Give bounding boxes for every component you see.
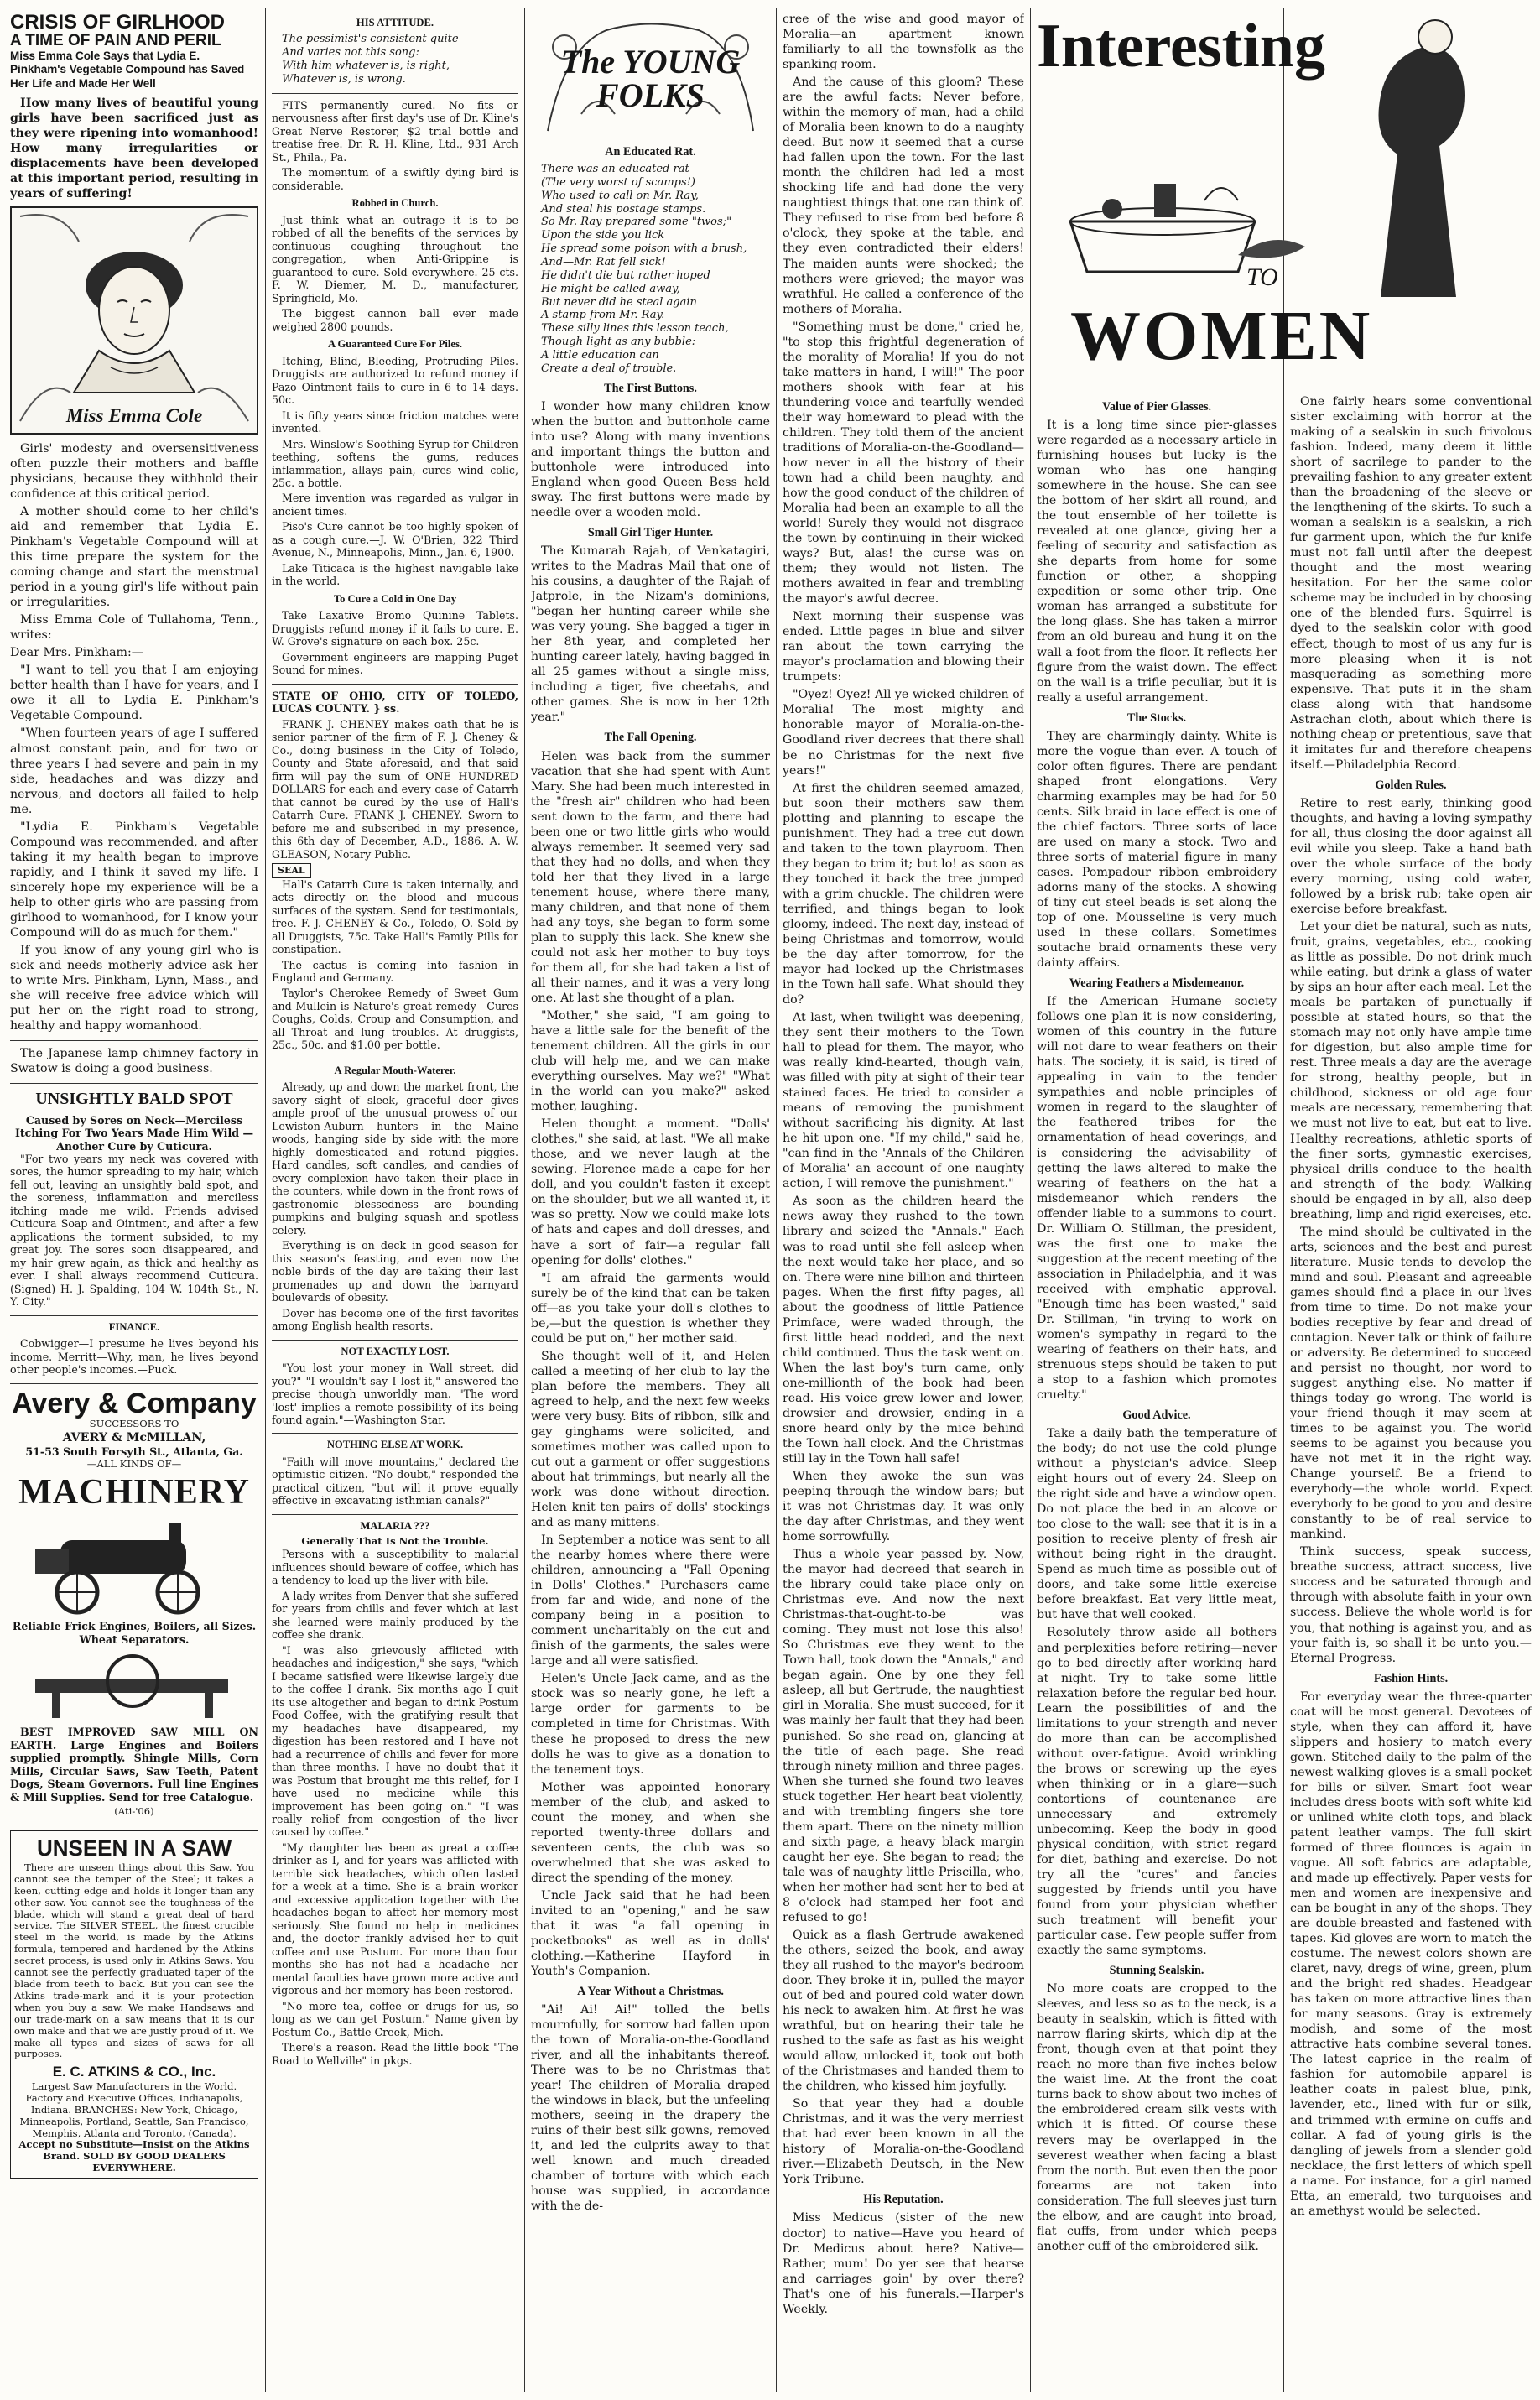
verse-line: He might be called away, bbox=[541, 282, 680, 295]
column-4 bbox=[783, 12, 1024, 2390]
atkins-sub: Largest Saw Manufacturers in the World. bbox=[31, 2080, 237, 2092]
divider bbox=[10, 1315, 258, 1316]
lamp-item: The Japanese lamp chimney factory in Swatow is doing a good business. bbox=[10, 1047, 258, 1076]
rules-text: Think success, speak success, breathe success, attract success, live success and be saturated through and through with absolute faith in your own success. Believe the whole world is for you, that nothing is against you, and as your faith is, so shall it be unto you.—Eternal Progress. bbox=[1290, 1545, 1532, 1665]
buttons-text: I wonder how many children know when the button and buttonhole came into use? Along with many inventions and important things the button and buttonhole were introduced into England when good Queen Bess held sway. The first buttons were made by needle over a wooden mold. bbox=[531, 399, 770, 520]
atkins-name: E. C. ATKINS & CO., Inc. bbox=[52, 2064, 216, 2080]
dover-item: Dover has become one of the first favorites among English health resorts. bbox=[272, 1306, 518, 1333]
xmas-continued: "Something must be done," cried he, "to stop this frightful degeneration of the morality of Moralia! If you do not take matters in hand, I will!" The poor mothers shook with fear at his thundering voice and tearfully wended their way homeward to plead with the children. They told them of the ancient traditions of Moralia-on-the-Goodland—how never in all the history of their town had a child been naughty, and how the good conduct of the children of Moralia had been an example to all the world! Surely they would not disgrace the town by continuing in their wicked ways? But, alas! the curse was on them; they would not listen. The mothers awaited in fear and trembling the mayor's awful decree. bbox=[783, 320, 1024, 607]
advice-title: Good Advice. bbox=[1122, 1408, 1191, 1423]
avery-successors: SUCCESSORS TO bbox=[89, 1418, 179, 1430]
xmas-continued: At last, when twilight was deepening, they sent their mothers to the Town hall to plead for them. The mayor, who was really kind-hearted, though vain, was filled with pity at sight of their tear stained faces. He tried to consider a means of removing the punishment without sacrificing his dignity. At last he hit upon one. "If my child," said he, "can find in the 'Annals of the Children of Moralia' an account of one naughty action, I will remove the punishment." bbox=[783, 1011, 1024, 1191]
young-folks-banner bbox=[531, 13, 770, 139]
xmas-continued: "Oyez! Oyez! All ye wicked children of Moralia! The most mighty and honorable mayor of Moralia-on-the-Goodland river decrees that there shall be no Christmas for the next five years!" bbox=[783, 688, 1024, 778]
fall-text: Helen's Uncle Jack came, and as the stock was so nearly gone, he left a large order for garments to be completed in time for Christmas. With these he proposed to dress the new dolls he was to give as a donation to the tenement toys. bbox=[531, 1672, 770, 1777]
else-text: "Faith will move mountains," declared the optimistic citizen. "No doubt," responded the practical citizen, "but will it prove equally effective in excavating isthmian canals?" bbox=[272, 1455, 518, 1507]
divider bbox=[272, 684, 518, 685]
advice-text: Take a daily bath the temperature of the body; do not use the cold plunge without a physician's advice. Sleep eight hours out of every 24. Sleep on the right side and have a window open. Do not place the bed in an alcove or too close to the wall; see that it is in a position to receive plenty of fresh air without being right in the draught. Spend as much time as possible out of doors, and take some little exercise before breakfast. Eat very little meat, but have that well cooked. bbox=[1037, 1427, 1277, 1622]
crisis-subhead: A TIME OF PAIN AND PERIL bbox=[10, 32, 221, 50]
sawmill-text: BEST IMPROVED SAW MILL ON EARTH. Large Engines and Boilers supplied promptly. Shingle Mills, Corn Mills, Circular Saws, Saw Teeth, Patent Dogs, Steam Governors. Full line Engines & Mill Supplies. Send for free Catalogue. bbox=[10, 1726, 258, 1804]
rules-text: The mind should be cultivated in the arts, sciences and the best and purest literature. Music tends to develop the mind and soul. Pleasant and agreeable games should find a place in our lives from time to time. Do not make your bodies receptive by fear and dread of contagion. Never talk or think of failure or adversity. Be determined to succeed and persist no thought, nor word to suggest anything else. No matter if things today go wrong. The world is your friend though it may seem at times to be against you. The world seems to be against you because you have not met it in the right way. Change yourself. Be a friend to everybody—the whole world. Expect everybody to be good to you and desire constantly to be of real service to mankind. bbox=[1290, 1225, 1532, 1542]
fits-item: FITS permanently cured. No fits or nervousness after first day's use of Dr. Kline's Great Nerve Restorer, $2 trial bottle and treatise free. Dr. R. H. Kline, Ltd., 931 Arch St., Phila., Pa. bbox=[272, 98, 518, 164]
steam-engine-icon bbox=[10, 1515, 255, 1616]
verse-line: (The very worst of scamps!) bbox=[541, 175, 695, 189]
fall-text: She thought well of it, and Helen called a meeting of her club to lay the plan before the members. They all agreed to help, and the next few weeks were very busy. Bits of ribbon, silk and gay ginghams were solicited, and sometimes mother was called upon to cut out a garment or offer suggestions about hat trimmings, but nearly all the work was done without direction. Helen knit ten pairs of dolls' stockings and as many mittens. bbox=[531, 1349, 770, 1530]
verse-line: A stamp from Mr. Ray. bbox=[541, 309, 665, 322]
invention-item: Mere invention was regarded as vulgar in ancient times. bbox=[272, 492, 518, 518]
crisis-paragraph: A mother should come to her child's aid and remember that Lydia E. Pinkham's Vegetable Compound will at this time prepare the system for the coming change and start the menstrual period in a young girl's life without pain or irregularities. bbox=[10, 505, 258, 610]
column-2 bbox=[272, 12, 518, 2390]
xmas-continued: At first the children seemed amazed, but soon their mothers saw them plotting and planning to escape the punishment. They had a tree cut down and taken to the town playroom. Then they began to trim it; but lo! as soon as they touched it back the tree jumped with a grim chuckle. The children were terrified, and things began to look gloomy, indeed. The next day, instead of being Christmas and tomorrow, would be the day after tomorrow, for the mayor had locked up the Christmases in the Town hall safe. What should they do? bbox=[783, 781, 1024, 1007]
divider bbox=[10, 1040, 258, 1041]
crisis-paragraph: "When fourteen years of age I suffered almost constant pain, and for two or three years I had severe and pain in my side, headaches and was dizzy and nervous, and doctors all failed to help me. bbox=[10, 726, 258, 816]
column-1 bbox=[10, 12, 258, 2390]
crisis-paragraph: Miss Emma Cole of Tullahoma, Tenn., writes: bbox=[10, 613, 258, 643]
column-3 bbox=[531, 12, 770, 2390]
rat-title: An Educated Rat. bbox=[605, 145, 696, 159]
xmas-text: "Ai! Ai! Ai!" tolled the bells mournfully, for sorrow had fallen upon the town of Moralia-on-the-Goodland river, and all the inhabitants thereof. There was to be no Christmas that year! The children of Moralia draped the windows in black, but the unfeeling mothers, seeing in the drapery the ruins of their best silk gowns, removed it, and led the culprits away to that well known and much dreaded chamber of torture with which each house was supplied, in accordance with the de- bbox=[531, 2003, 770, 2214]
verse-line: Who used to call on Mr. Ray, bbox=[541, 189, 699, 202]
atkins-address: Factory and Executive Offices, Indianapolis, Indiana. BRANCHES: New York, Chicago, Minneapolis, Portland, Seattle, San Francisco, Memphis, Atlanta and Toronto, (Canada). bbox=[19, 2091, 249, 2139]
tiger-title: Small Girl Tiger Hunter. bbox=[587, 526, 714, 540]
malaria-subhead: Generally That Is Not the Trouble. bbox=[301, 1535, 489, 1548]
fall-text: Helen was back from the summer vacation that she had spent with Aunt Mary. She had been much interested in the "fresh air" children who had been sent down to the farm, and there had been one or two little girls who would always remember. It seemed very sad that they had no dolls, and when they told her that they lived in a large tenement house, where there many, many children, and that none of them had any toys, she began to form some plan to supply this lack. She knew she could not ask her mother to buy toys for them all, for she had taken a list of all their names, and it was a very long one. At last she thought of a plan. bbox=[531, 749, 770, 1005]
divider bbox=[10, 1383, 258, 1384]
bald-spot-title: UNSIGHTLY BALD SPOT bbox=[35, 1090, 233, 1109]
verse-line: He didn't die but rather hoped bbox=[541, 268, 710, 282]
cold-title: To Cure a Cold in One Day bbox=[333, 592, 457, 605]
avery-title: Avery & Company bbox=[12, 1387, 257, 1419]
malaria-text: "No more tea, coffee or drugs for us, so long as we can get Postum." Name given by Postum Co., Battle Creek, Mich. bbox=[272, 1999, 518, 2038]
rules-text: Let your diet be natural, such as nuts, fruit, grains, vegetables, etc., cooking as little as possible. Do not drink much while eating, but drink a glass of water by sips an hour after each meal. Let the meals be partaken of punctually if possible at stated hours, so that the stomach may not only have ample time for digestion, but also ample time for rest. Three meals a day are the average for strong, healthy people, but in childhood, sickness or old age four meals are necessary, remembering that we must not live to eat, but eat to live. Healthy recreations, athletic sports of the finer sorts, gymnastic exercises, physical drills conduce to the health and strength of the body. Walking should be engaged in by all, also deep breathing, limp and rigid exercises, etc. bbox=[1290, 920, 1532, 1221]
sealskin-text: No more coats are cropped to the sleeves, and less so as to the neck, is a beauty in sealskin, which is fitted with narrow flaring skirts, which dip at the front, though even at that point they reach no more than five inches below the waist line. At the front the coat turns back to show about two inches of the embroidered cream silk vests with which it is fitted. Of course these revers may be overlapped in the severest weather when facing a blast from the north. But even then the poor forearms are not taken into consideration. The full sleeves just turn the elbow, and are caught into broad, flat cuffs, from under which peeps another cuff of the embroidered silk. bbox=[1037, 1982, 1277, 2253]
xmas-title: A Year Without a Christmas. bbox=[577, 1985, 724, 1998]
piles-title: A Guaranteed Cure For Piles. bbox=[327, 338, 463, 351]
mouth-title: A Regular Mouth-Waterer. bbox=[334, 1064, 456, 1076]
column-rule bbox=[1030, 8, 1031, 2392]
attitude-title: HIS ATTITUDE. bbox=[356, 17, 434, 29]
rules-text: Retire to rest early, thinking good thoughts, and having a loving sympathy for all, thus closing the door against all evil while you sleep. Take a hand bath over the whole surface of the body every morning, using cold water, followed by a brisk rub; take open air exercise before breakfast. bbox=[1290, 796, 1532, 917]
divider bbox=[272, 1433, 518, 1434]
avery-name: AVERY & McMILLAN, bbox=[62, 1431, 206, 1445]
piso-item: Piso's Cure cannot be too highly spoken of as a cough cure.—J. W. O'Brien, 322 Third Avenue, N., Minneapolis, Minn., Jan. 6, 1900. bbox=[272, 520, 518, 560]
fall-text: In September a notice was sent to all the nearby homes where there were children, announcing a "Fall Opening in Dolls' Clothes." Purchasers came from far and wide, and none of the company being in a position to comment uncharitably on the cut and finish of the garments, the sales were large and all were satisfied. bbox=[531, 1533, 770, 1669]
lost-text: "You lost your money in Wall street, did you?" "I wouldn't say I lost it," answered the precise though unworldly man. "The word 'lost' implies a remote possibility of its being found again."—Washington Star. bbox=[272, 1361, 518, 1426]
xmas-continued: Thus a whole year passed by. Now, the mayor had decreed that search in the library could take place only on Christmas eve. And now the next Christmas-that-ought-to-be was coming. They must not lose this also! So Christmas eve they went to the Town hall, took down the "Annals," and began again. One by one they fell asleep, all but Gertrude, the naughtiest girl in Moralia. She must succeed, for it was mainly her fault that they had been punished. So she read on, glancing at the title of each page. She read through ninety million and three pages. When she turned she found two leaves stuck together. Her heart beat violently, and with trembling fingers she tore them apart. There on the ninety million and sixth page, a heavy black margin caught her eye. She began to read; the tale was of naughty little Priscilla, who, when her mother had sent her to bed at 8 o'clock had stamped her foot and refused to go! bbox=[783, 1548, 1024, 1924]
stocks-text: They are charmingly dainty. White is more the vogue than ever. A touch of color often figures. There are pendant shaped front elongations. Very charming examples may be had for 50 cents. Silk braid in lace effect is one of the chief factors. Three sorts of lace are used on many a stock. Two and three sorts of material figure in many cases. Pompadour ribbon embroidery adorns many of the stocks. A showing of tiny cut steel beads is set along the top of one. Mousseline is very much used in these collars. Sometimes soutache braid ornaments these very dainty affairs. bbox=[1037, 729, 1277, 971]
bald-spot-subhead: Caused by Sores on Neck—Merciless Itching For Two Years Made Him Wild —Another Cure by Cuticura. bbox=[14, 1113, 254, 1153]
fashion-intro: One fairly hears some conventional sister exclaiming with horror at the making of a sealskin in such frivolous fashion. Indeed, many deem it little short of sacrilege to pander to the prevailing fashion to any greater extent than the broadening of the sleeve or the lengthening of the skirts. To such a woman a sealskin is a sealskin, a rich fur garment upon, which the fur knife must not fall until after the deepest thought and the most wearing hesitation. For her the same color scheme may be included in by choosing one of the blended furs. Squirrel is dyed to the sealskin color with good effect, though to most of us any fur is more pleasing when it is not masquerading as something more expensive. That puts it in the sham class along with that handsome Astrachan cloth, about which there is nothing cheap or pretentious, save that it imitates fur and therefore cheapens itself.—Philadelphia Record. bbox=[1290, 395, 1532, 772]
mouth-text: Already, up and down the market front, the savory sight of sleek, graceful deer gives ample proof of the unusual prowess of our Lewiston-Auburn hunters in the Maine woods, hanging side by side with the more highly domesticated and rotund piggies. Hard candles, soft candles, and candies of every complexion have taken their place in the counters, while down in the front rows of gastronomic blessedness are bounding pumpkins and bulging squash and spotless celery. bbox=[272, 1080, 518, 1236]
column-5 bbox=[1037, 394, 1277, 2390]
feathers-title: Wearing Feathers a Misdemeanor. bbox=[1069, 976, 1245, 991]
avery-engines: Reliable Frick Engines, Boilers, all Sizes. Wheat Separators. bbox=[12, 1620, 257, 1646]
finance-text: Cobwigger—I presume he lives beyond his income. Merritt—Why, man, he lives beyond other people's incomes.—Puck. bbox=[10, 1337, 258, 1377]
ohio-head: STATE OF OHIO, CITY OF TOLEDO, LUCAS COUNTY. } ss. bbox=[272, 689, 518, 716]
crisis-paragraph: "I want to tell you that I am enjoying better health than I have for years, and I owe it all to Lydia E. Pinkham's Vegetable Compound. bbox=[10, 664, 258, 723]
verse-line: Upon the side you lick bbox=[541, 229, 665, 242]
crisis-paragraph: If you know of any young girl who is sick and needs motherly advice ask her to write Mrs. Pinkham, Lynn, Mass., and she will receive free advice which will put her on the right road to strong, healthy and happy womanhood. bbox=[10, 943, 258, 1033]
reputation-text: Miss Medicus (sister of the new doctor) to native—Have you heard of Dr. Medicus about here? Native—Rather, mum! Do yer see that hearse and carriages goin' by over there? That's one of his funerals.—Harper's Weekly. bbox=[783, 2211, 1024, 2316]
malaria-text: "My daughter has been as great a coffee drinker as I, and for years was afflicted with terrible sick headaches, which often lasted for a week at a time. She is a brain worker and excessive application together with the headaches began to affect her memory most seriously. She found no help in medicines and, the doctor frankly advised her to quit coffee and use Postum. For more than four months she has not had a headache—her mental faculties have grown more active and vigorous and her memory has been restored. bbox=[272, 1840, 518, 1997]
verse-line: He spread some poison with a brush, bbox=[541, 242, 747, 256]
else-title: NOTHING ELSE AT WORK. bbox=[326, 1439, 464, 1451]
verse-line: And steal his postage stamps. bbox=[541, 202, 706, 216]
verse-line: Though light as any bubble: bbox=[541, 336, 696, 349]
malaria-text: Persons with a susceptibility to malarial influences should beware of coffee, which has a tendency to load up the liver with bile. bbox=[272, 1548, 518, 1587]
verse-line: Create a deal of trouble. bbox=[541, 362, 677, 375]
woman-portrait-icon bbox=[12, 208, 257, 430]
hints-title: Fashion Hints. bbox=[1373, 1671, 1449, 1685]
atkins-footer: Accept no Substitute—Insist on the Atkins Brand. SOLD BY GOOD DEALERS EVERYWHERE. bbox=[18, 2138, 250, 2174]
saw-text: There are unseen things about this Saw. You cannot see the temper of the Steel; it takes a keen, cutting edge and holds it longer than any other saw. You cannot see the toughness of the blade, which will stand a great deal of hard service. The SILVER STEEL, the finest crucible steel in the world, is made by the Atkins formula, tempered and hardened by the Atkins secret process, is used only in Atkins Saws. You cannot see the perfectly graduated taper of the blade from teeth to back. But you can see the Atkins trade-mark and it is your protection when you buy a saw. We make Handsaws and our trade-mark on a saw means that it is our own make and that we are justly proud of it. We make all types and sizes of saws for all purposes. bbox=[14, 1861, 254, 2060]
xmas-continued: And the cause of this gloom? These are the awful facts: Never before, within the memory of man, had a child of Moralia been known to do a naughty deed. But now it seemed that a curse had fallen upon the town. For the last month the children had led a most shocking life and had done the very naughtiest things that one can think of. They refused to rise from bed before 8 o'clock, they spoke at the table, and they even contradicted their elders! The maiden aunts were shocked; the mothers were grieved; the mayor was wrathful. He called a conference of the mothers of Moralia. bbox=[783, 75, 1024, 316]
bald-spot-text: "For two years my neck was covered with sores, the humor spreading to my hair, which fell out, leaving an unsightly bald spot, and the soreness, inflammation and merciless itching made me wild. Friends advised Cuticura Soap and Ointment, and after a few applications the torment subsided, to my great joy. The sores soon disappeared, and my hair grew again, as thick and healthy as ever. I shall always recommend Cuticura. (Signed) H. J. Spalding, 104 W. 104th St., N. Y. City." bbox=[10, 1153, 258, 1309]
women-word: WOMEN bbox=[1070, 297, 1373, 375]
verse-line: And—Mr. Rat fell sick! bbox=[541, 256, 666, 269]
fall-text: "I am afraid the garments would surely be of the kind that can be taken off—as you take your doll's clothes to be,—but the question is whether they could be put on," her mother said. bbox=[531, 1271, 770, 1346]
column-rule bbox=[265, 8, 266, 2392]
glasses-title: Value of Pier Glasses. bbox=[1101, 400, 1212, 414]
rules-title: Golden Rules. bbox=[1375, 778, 1447, 792]
interesting-word: Interesting bbox=[1037, 12, 1325, 81]
saw-title: UNSEEN IN A SAW bbox=[36, 1835, 232, 1861]
column-rule bbox=[524, 8, 525, 2392]
avery-address: 51-53 South Forsyth St., Atlanta, Ga. bbox=[25, 1445, 243, 1459]
to-word: TO bbox=[1246, 263, 1278, 291]
crisis-paragraph: Dear Mrs. Pinkham:— bbox=[10, 646, 143, 660]
verse-line: But never did he steal again bbox=[541, 295, 697, 309]
stocks-title: The Stocks. bbox=[1126, 711, 1187, 725]
divider bbox=[272, 93, 518, 94]
verse-line: And varies not this song: bbox=[282, 46, 419, 60]
divider bbox=[272, 1340, 518, 1341]
sealskin-title: Stunning Sealskin. bbox=[1109, 1964, 1204, 1978]
divider bbox=[10, 1083, 258, 1084]
ohio-text: FRANK J. CHENEY makes oath that he is senior partner of the firm of F. J. Cheney & Co., doing business in the City of Toledo, County and State aforesaid, and that said firm will pay the sum of ONE HUNDRED DOLLARS for each and every case of Catarrh that cannot be cured by the use of Hall's Catarrh Cure. FRANK J. CHENEY. Sworn to before me and subscribed in my presence, this 6th day of December, A.D., 1886. A. W. GLEASON, Notary Public. bbox=[272, 717, 518, 861]
avery-kinds: —ALL KINDS OF— bbox=[86, 1457, 182, 1470]
sawmill-icon bbox=[10, 1646, 255, 1721]
ad-code: (Ati-'06) bbox=[114, 1805, 154, 1818]
notary-seal: SEAL bbox=[272, 863, 311, 878]
friction-item: It is fifty years since friction matches were invented. bbox=[272, 409, 518, 435]
taylor-item: Taylor's Cherokee Remedy of Sweet Gum and Mullein is Nature's great remedy—Cures Coughs, Colds, Croup and Consumption, and all Throat and lung troubles. At druggists, 25c., 50c. and $1.00 per bottle. bbox=[272, 987, 518, 1052]
malaria-text: A lady writes from Denver that she suffered for years from chills and fever which at last she learned were mainly produced by the coffee she drank. bbox=[272, 1589, 518, 1642]
verse-line: These silly lines this lesson teach, bbox=[541, 322, 729, 336]
hall-text: Hall's Catarrh Cure is taken internally, and acts directly on the blood and mucous surfaces of the system. Send for testimonials, free. F. J. CHENEY & Co., Toledo, O. Sold by all Druggists, 75c. Take Hall's Family Pills for constipation. bbox=[272, 877, 518, 956]
reputation-title: His Reputation. bbox=[863, 2193, 944, 2207]
column-6 bbox=[1290, 394, 1532, 2390]
fall-text: Helen thought a moment. "Dolls' clothes," she said, at last. "We all make those, and we never laugh at the sewing. Florence made a cape for her doll, and you couldn't fasten it except on the shoulder, but we all wanted it, it was so pretty. Now we could make lots of hats and capes and doll dresses, and have a sort of fair—a regular fall opening for dolls' clothes." bbox=[531, 1117, 770, 1268]
xmas-continued: Next morning their suspense was ended. Little pages in blue and silver ran about the town carrying the mayor's proclamation and blowing their trumpets: bbox=[783, 610, 1024, 685]
malaria-title: MALARIA ??? bbox=[360, 1519, 430, 1532]
malaria-text: There's a reason. Read the little book "The Road to Wellville" in pkgs. bbox=[272, 2041, 518, 2067]
fall-text: "Mother," she said, "I am going to have a little sale for the benefit of the tenement children. All the girls in our club will help me, and we can make everything ourselves. May we?" "What in the world can you make?" asked mother, laughing. bbox=[531, 1009, 770, 1114]
fall-text: Mother was appointed honorary member of the club, and asked to count the money, and when she reported twenty-three dollars and seventeen cents, the club was so overwhelmed that she was asked to direct the spending of the money. bbox=[531, 1780, 770, 1885]
buttons-title: The First Buttons. bbox=[604, 381, 697, 395]
crisis-headline: CRISIS OF GIRLHOOD bbox=[10, 12, 226, 34]
fall-title: The Fall Opening. bbox=[604, 731, 697, 745]
advice-text: Resolutely throw aside all bothers and perplexities before retiring—never go to bed directly after working hard at night. Try to take some little relaxation before the regular bed hour. Learn the possibilities of and the limitations to your strength and never do more than can be accomplished without over-fatigue. Avoid wrinkling the brows or screwing up the eyes when thinking or in a glare—such contortions of countenance are unnecessary and extremely unbecoming. Keep the body in good physical condition, with strict regard for diet, bathing and exercise. Do not try all the "cures" and fancies suggested by friends until you have found from your physician whether such treatment will benefit your particular case. Few people suffer from exactly the same symptoms. bbox=[1037, 1626, 1277, 1958]
mouth-text: Everything is on deck in good season for this season's feasting, and even now the noble birds of the day are taking their last promenades up and down the barnyard boulevards of obesity. bbox=[272, 1239, 518, 1304]
column-rule bbox=[776, 8, 777, 2392]
xmas-continued: As soon as the children heard the news away they rushed to the town library and seized the "Annals." Each was to read until she fell asleep when the next would take her place, and so on. There were nine billion and thirteen pages. When the first fifty pages, all about the goodness of little Patience Primface, were waded through, the first little head nodded, and the next child continued. Thus the task went on. When the last boy's turn came, only one-millionth of the book had been read. His voice grew lower and lower, drowsier and drowsier, ending in a snore heard only by the mice behind the Town hall clock. And the Christmas still lay in the Town hall safe! bbox=[783, 1195, 1024, 1466]
fall-text: Uncle Jack said that he had been invited to an "opening," and he saw that it was "a fall opening in pocketbooks" as well as in dolls' clothing.—Katherine Hayford in Youth's Companion. bbox=[531, 1888, 770, 1978]
robbed-text: Just think what an outrage it is to be robbed of all the benefits of the services by continuous coughing throughout the congregation, when Anti-Grippine is guaranteed to cure. Sold everywhere. 25 cts. F. W. Diemer, M. D., manufacturer, Springfield, Mo. bbox=[272, 213, 518, 305]
feathers-text: If the American Humane society follows one plan it is now considering, women of this country in the future will not dare to wear feathers on their hats. The society, it is said, is tired of appealing in vain to the tender sympathies and noble principles of women in regard to the slaughter of the feathered tribes for the ornamentation of head coverings, and is considering the advisability of getting the laws altered to make the wearing of feathers on the hat a misdemeanor which renders the offender liable to a summons to court. Dr. William O. Stillman, the president, was the first one to make the suggestion at the recent meeting of the association in Philadelphia, and it was received with emphatic approval. "Enough time has been wasted," said Dr. Stillman, "in trying to work on women's sympathy in regard to the wearing of feathers on their hats, and strenuous steps should be taken to put a stop to a fashion which promotes cruelty." bbox=[1037, 995, 1277, 1402]
cold-text: Take Laxative Bromo Quinine Tablets. Druggists refund money if it fails to cure. E. W. Grove's signature on each box. 25c. bbox=[272, 609, 518, 648]
verse-line: The pessimist's consistent quite bbox=[282, 33, 459, 46]
atkins-ad bbox=[10, 1830, 258, 2179]
portrait-caption: Miss Emma Cole bbox=[65, 404, 203, 426]
xmas-continued: When they awoke the sun was peeping through the window bars; but it was not Christmas day. It was only the day after Christmas, and they went home sorrowfully. bbox=[783, 1469, 1024, 1544]
verse-line: So Mr. Ray prepared some "twos;" bbox=[541, 216, 732, 229]
xmas-continued: Quick as a flash Gertrude awakened the others, seized the book, and away they all rushed to the mayor's bedroom door. They broke it in, pulled the mayor out of bed and poured cold water down his neck to awaken him. At first he was wrathful, but on hearing their tale he rushed to the safe as fast as his weight would allow, unlocked it, took out both of the Christmases and handed them to the children, who kissed him joyfully. bbox=[783, 1928, 1024, 2094]
tiger-text: The Kumarah Rajah, of Venkatagiri, writes to the Madras Mail that one of his cousins, a daughter of the Rajah of Jatprole, in the Nizam's dominions, "began her hunting career while she was very young. She bagged a tiger in her 8th year, and completed her hunting career lately, having bagged in all 25 games without a single miss, including a tiger, five cheetahs, and other games. She is now in her 12th year." bbox=[531, 544, 770, 725]
verse-line: There was an educated rat bbox=[541, 163, 689, 176]
robbed-title: Robbed in Church. bbox=[351, 197, 439, 210]
verse-line: A little education can bbox=[541, 349, 659, 362]
rat-verse bbox=[531, 163, 770, 376]
winslow-item: Mrs. Winslow's Soothing Syrup for Children teething, softens the gums, reduces inflammation, allays pain, cures wind colic, 25c. a bottle. bbox=[272, 437, 518, 489]
attitude-verse bbox=[272, 33, 518, 86]
young-folks-title: The YOUNG FOLKS bbox=[560, 43, 741, 114]
crisis-intro: How many lives of beautiful young girls have been sacrificed just as they were ripening into womanhood! How many irregularities or displacements have been developed at this important period, resulting in years of suffering! bbox=[10, 96, 258, 200]
portrait-illustration bbox=[10, 206, 258, 435]
cactus-item: The cactus is coming into fashion in England and Germany. bbox=[272, 958, 518, 984]
machinery-title: MACHINERY bbox=[18, 1472, 250, 1512]
finance-title: FINANCE. bbox=[108, 1320, 160, 1333]
hints-text: For everyday wear the three-quarter coat will be most general. Devotees of style, when they can afford it, have slippers and hosiery to match every gown. Stitched daily to the palm of the newest walking gloves is a small pocket for bills or silver. Smart foot wear includes dress boots with soft white kid or unlined white cloth tops, and black patent leather vamps. The full skirt formed of three flounces is again in vogue. All soft fabrics are adaptable, and made up effectively. Paper vests for men and women are inexpensive and can be bought in any of the shops. They are double-breasted and fastened with tapes. Kid gloves are worn to match the costume. The newest colors shown are claret, navy, dregs of wine, green, plum and the bright red shades. Headgear has taken on more attractive lines than for many seasons. Gray is extremely modish, and some of the most attractive hats combine several tones. The latest caprice in the realm of fashion for automobile apparel is leather coats in palest blue, pink, lavender, etc., lined with fur or silk, and trimmed with ermine on cuffs and collar. A fad of young girls is the dangling of jewels from a slender gold necklace, the first letters of which spell a name. For instance, for a girl named Etta, an emerald, two turquoises and an amethyst would be selected. bbox=[1290, 1689, 1532, 2218]
verse-line: With him whatever is, is right, bbox=[282, 60, 450, 73]
lost-title: NOT EXACTLY LOST. bbox=[341, 1345, 450, 1357]
titicaca-item: Lake Titicaca is the highest navigable lake in the world. bbox=[272, 561, 518, 588]
malaria-text: "I was also grievously afflicted with headaches and indigestion," she says, "which I became satisfied were likewise largely due to the coffee I drank. Six months ago I quit its use altogether and began to drink Postum Food Coffee, with the gratifying result that my headaches have disappeared, my digestion has been restored and I have not had a recurrence of chills and fever for more than three months. I have no doubt that it was Postum that brought me this relief, for I have used no medicine while this improvement has been going on." "I was really relief from congestion of the liver caused by coffee." bbox=[272, 1643, 518, 1839]
puget-item: Government engineers are mapping Puget Sound for mines. bbox=[272, 650, 518, 677]
crisis-paragraph: Girls' modesty and oversensitiveness often puzzle their mothers and baffle physicians, because they withhold their confidence at this critical period. bbox=[10, 441, 258, 501]
cannon-item: The biggest cannon ball ever made weighed 2800 pounds. bbox=[272, 307, 518, 333]
crisis-deck: Miss Emma Cole Says that Lydia E. Pinkham's Vegetable Compound has Saved Her Life and Made Her Well bbox=[10, 49, 245, 90]
momentum-item: The momentum of a swiftly dying bird is considerable. bbox=[272, 166, 518, 192]
crisis-paragraph: "Lydia E. Pinkham's Vegetable Compound was recommended, and after taking it my health began to improve rapidly, and I think it saved my life. I sincerely hope my experience will be a help to other girls who are passing from girlhood to womanhood, for I know your Compound will do as much for them." bbox=[10, 820, 258, 940]
glasses-text: It is a long time since pier-glasses were regarded as a necessary article in furnishing houses but lucky is the woman who has one hanging somewhere in the house. She can see the bottom of her skirt all round, and the tout ensemble of her toilette is revealed at one glance, giving her a feeling of security and satisfaction as she departs from home for some function or other, a shopping expedition or some other trip. One woman has arranged a substitute for the long glass. She has taken a mirror from an old bureau and hung it on the wall a foot from the floor. It reflects her figure from the waist down. The effect on the wall is a trifle peculiar, but it is really a useful arrangement. bbox=[1037, 419, 1277, 705]
piles-text: Itching, Blind, Bleeding, Protruding Piles. Druggists are authorized to refund money if Pazo Ointment fails to cure in 6 to 14 days. 50c. bbox=[272, 354, 518, 407]
interesting-to-women-header bbox=[1037, 12, 1532, 385]
divider bbox=[272, 1514, 518, 1515]
verse-line: Whatever is, is wrong. bbox=[282, 73, 406, 86]
xmas-continued: cree of the wise and good mayor of Moralia—an apartment known familiarly to all the townsfolk as the spanking room. bbox=[783, 13, 1024, 72]
xmas-continued: So that year they had a double Christmas, and it was the very merriest that had ever been known in all the history of Moralia-on-the-Goodland river.—Elizabeth Deutsch, in the New York Tribune. bbox=[783, 2097, 1024, 2187]
